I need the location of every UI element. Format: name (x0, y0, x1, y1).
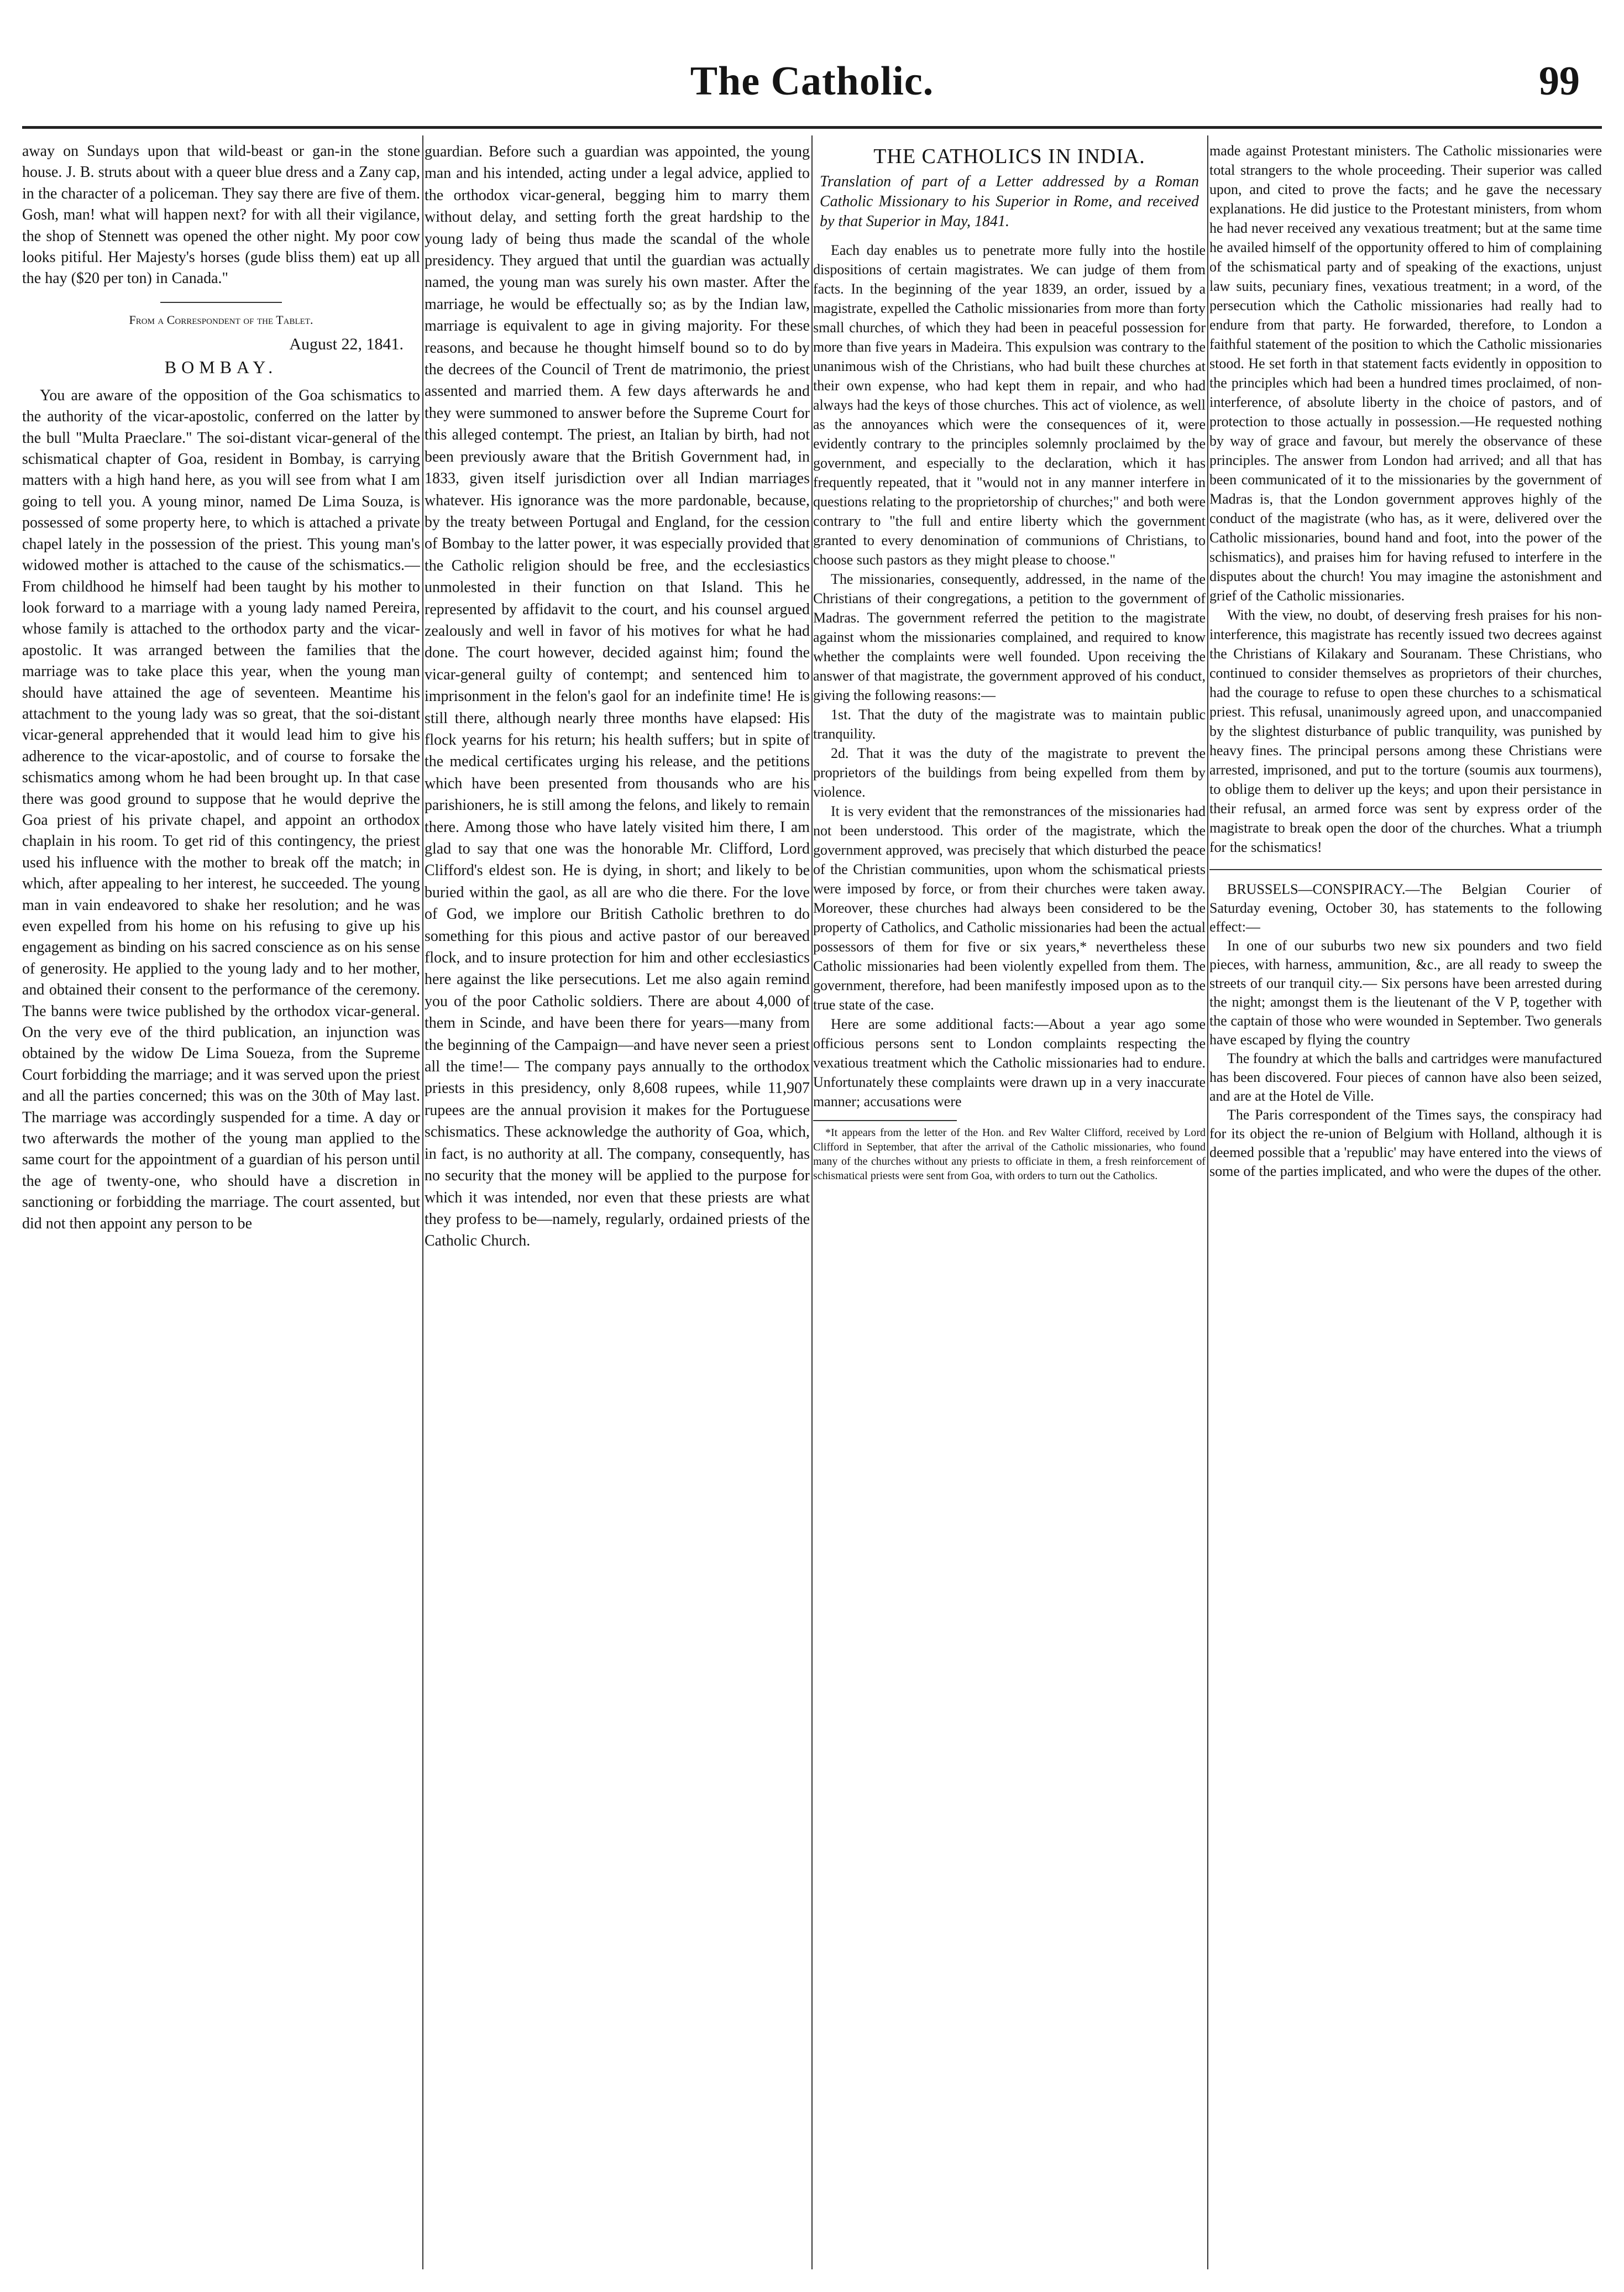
header-rule (22, 126, 1602, 129)
article-intro: Translation of part of a Letter addressed by a Roman Catholic Missionary to his Superior in Rome, and received by that Superior in May, 1841. (820, 173, 1199, 230)
column-3 (813, 141, 1206, 2275)
brussels-article (1209, 880, 1602, 1181)
article-paragraph: BRUSSELS—CONSPIRACY.—The Belgian Courier of Saturday evening, October 30, has statements to the following effect:— (1209, 881, 1602, 935)
page-number: 99 (1539, 59, 1580, 104)
article-paragraph: guardian. Before such a guardian was appointed, the young man and his intended, acting under a legal advice, applied to the orthodox vicar-general, begging him to marry them without delay, and setting forth the great hardship to the young lady of being thus made the scandal of the whole presidency. They argued that until the guardian was actually named, the young man was surely his own master. After the marriage, he would be effectually so; as by the Indian law, marriage is equivalent to age in giving majority. For these reasons, and because he thought himself bound so to do by the decrees of the Council of Trent de matrimonio, the priest assented and married them. A few days afterwards he and they were summoned to answer before the Supreme Court for this alleged contempt. The priest, an Italian by birth, had not been previously aware that the British Government had, in 1833, given itself jurisdiction over all Indian marriages whatever. His ignorance was the more pardonable, because, by the treaty between Portugal and England, for the cession of Bombay to the latter power, it was especially provided that the Catholic religion should be free, and the ecclesiastics unmolested in their function on that Island. This he represented by affidavit to the court, and his counsel argued zealously and well in favor of his motives for what he had done. The court however, decided against him; found the vicar-general guilty of contempt; and sentenced him to imprisonment in the felon's gaol for an indefinite time! He is still there, although nearly three months have elapsed: His flock yearns for his return; his health suffers; but in spite of the medical certificates urging his release, and the petitions which have been presented from thousands who are his parishioners, he is still among the felons, and likely to remain there. Among those who have lately visited him there, I am glad to say that one was the honorable Mr. Clifford, Lord Clifford's eldest son. He is dying, in short; and likely to be buried within the gaol, as all are who die there. For the love of God, we implore our British Catholic brethren to do something for this pious and active pastor of our bereaved flock, and to insure protection for him and other ecclesiastics here against the like persecutions. Let me also again remind you of the poor Catholic soldiers. There are about 4,000 of them in Scinde, and have been there for years—many from the beginning of the Campaign—and have never seen a priest all the time!— The company pays annually to the orthodox priests in this presidency, only 8,608 rupees, while 11,907 rupees are the annual provision it makes for the Portuguese schismatics. These acknowledge the authority of Goa, which, in fact, is no authority at all. The company, consequently, has no security that the money will be applied to the purpose for which it was intended, nor even that these priests are what they profess to be—namely, regularly, ordained priests of the Catholic Church. (425, 143, 810, 1250)
article-paragraph: 2d. That it was the duty of the magistrate to prevent the proprietors of the buildings from being expelled from them by violence. (813, 745, 1206, 800)
column-divider (1207, 135, 1208, 2269)
dateline: August 22, 1841. (289, 334, 404, 353)
column-divider (422, 135, 423, 2269)
footnote-rule (813, 1120, 957, 1121)
section-rule (160, 302, 282, 303)
article-paragraph: The Paris correspondent of the Times says, the conspiracy had for its object the re-union of Belgium with Holland, although it is deemed possible that a 'republic' may have entered into the views of some of the parties implicated, and who were the dupes of the other. (1209, 1107, 1602, 1179)
article-paragraph: Here are some additional facts:—About a year ago some officious persons sent to London complaints respecting the vexatious treatment which the Catholic missionaries had to endure. Unfortunately these complaints were drawn up in a very inaccurate manner; accusations were (813, 1016, 1206, 1110)
article-paragraph: You are aware of the opposition of the Goa schismatics to the authority of the vicar-apostolic, conferred on the latter by the bull "Multa Praeclare." The soi-distant vicar-general of the schismatical chapter of Goa, resident in Bombay, is carrying matters with a high hand here, as you will see from what I am going to tell you. A young minor, named De Lima Souza, is possessed of some property here, to which is attached a private chapel lately in the possession of the priest. This young man's widowed mother is attached to the cause of the schismatics.— From childhood he himself had been taught by his mother to look forward to a marriage with a young lady named Pereira, whose family is attached to the orthodox party and the vicar-apostolic. It was arranged between the families that the marriage was to take place this year, when the young man should have attained the age of seventeen. Meantime his attachment to the young lady was so great, that the soi-distant vicar-general apprehended that it would lead him to give his adherence to the vicar-apostolic, and of course to forsake the schismatics among whom he had been brought up. In that case there was good ground to suppose that he would deprive the Goa priest of his private chapel, and appoint an orthodox chaplain in his room. To get rid of this contingency, the priest used his influence with the mother to break off the match; in which, after appealing to her interest, he succeeded. The young man in vain endeavored to shake her resolution; and he was even expelled from his home on his refusing to give up his engagement as binding on his sacred conscience as on his sense of generosity. He applied to the young lady and to her mother, and obtained their consent to the performance of the ceremony. The banns were twice published by the orthodox vicar-general. On the very eve of the third publication, an injunction was obtained by the widow De Lima Soueza, from the Supreme Court forbidding the marriage; and it was served upon the priest and all the parties concerned; this was on the 30th of May last. The marriage was accordingly suspended for a time. A day or two afterwards the mother of the young man applied to the same court for the appointment of a guardian of his person until the age of twenty-one, who should have a discretion in sanctioning or forbidding the marriage. The court assented, but did not then appoint any person to be (22, 386, 420, 1232)
article-paragraph: It is very evident that the remonstrances of the missionaries had not been understood. This order of the magistrate, which the government approved, was precisely that which disturbed the peace of the Christian communities, upon whom the schismatical priests were imposed by force, or from their churches were taken away. Moreover, these churches had always been considered to be the property of Catholics, and Catholic missionaries had been the actual possessors of them for five or six years,* nevertheless these Catholic missionaries had been violently expelled from them. The government, therefore, had been manifestly imposed upon as to the true state of the case. (813, 803, 1206, 1013)
article-paragraph: made against Protestant ministers. The Catholic missionaries were total strangers to the whole proceeding. Their superior was called upon, and cited to prove the facts; and he gave the necessary explanations. He did justice to the Protestant ministers, from whom he had never received any vexatious treatment; but at the same time he availed himself of the opportunity offered to him of complaining of the schismatical party and of speaking of the exactions, unjust law suits, pecuniary fines, vexatious treatment; in a word, of the persecution which the Catholic missionaries had really had to endure from that party. He forwarded, therefore, to London a faithful statement of the position to which the Catholic missionaries stood. He set forth in that statement facts evidently in opposition to the principles which had been a hundred times proclaimed, of non-interference, of absolute liberty in the choice of pastors, and of protection to those actually in possession.—He requested nothing by way of grace and favour, but merely the observance of these principles. The answer from London had arrived; and all that has been communicated of it to the missionaries by the government of Madras is, that the London government approves highly of the conduct of the magistrate (who has, as it were, delivered over the Catholic missionaries, bound hand and foot, into the power of the schismatics), and praises him for having refused to interfere in the disputes about the church! You may imagine the astonishment and grief of the Catholic missionaries. (1209, 143, 1602, 604)
article-paragraph: With the view, no doubt, of deserving fresh praises for his non-interference, this magistrate has recently issued two decrees against the Christians of Kilakary and Souranam. These Christians, who continued to consider themselves as proprietors of their churches, had the courage to refuse to open these churches to a schismatical priest. This refusal, unanimously agreed upon, and unaccompanied by the slightest disturbance of public tranquility, was punished by heavy fines. The principal persons among these Christians were arrested, imprisoned, and put to the torture (soumis aux tourmens), to oblige them to deliver up the keys; and upon their persistance in their refusal, an armed force was sent by express order of the magistrate to break open the door of the churches. What a triumph for the schismatics! (1209, 607, 1602, 855)
article-paragraph: In one of our suburbs two new six pounders and two field pieces, with harness, ammunition, &c., are all ready to sweep the streets of our tranquil city.— Six persons have been arrested during the night; amongst them is the lieutenant of the V P, together with the captain of those who were wounded in September. Two generals have escaped by flying the country (1209, 938, 1602, 1048)
masthead (22, 53, 1602, 135)
article-paragraph: The foundry at which the balls and cartridges were manufactured has been discovered. Four pieces of cannon have also been seized, and are at the Hotel de Ville. (1209, 1050, 1602, 1104)
article-heading: BOMBAY. (164, 357, 278, 377)
article-paragraph: 1st. That the duty of the magistrate was to maintain public tranquility. (813, 707, 1206, 742)
article-paragraph: away on Sundays upon that wild-beast or gan-in the stone house. J. B. struts about with a queer blue dress and a Zany cap, in the character of a policeman. They say there are five of them. Gosh, man! what will happen next? for with all their vigilance, the shop of Stennett was opened the other night. My poor cow looks pitiful. Her Majesty's horses (gude bliss them) eat up all the hay ($20 per ton) in Canada." (22, 143, 420, 287)
page-title: The Catholic. (690, 59, 934, 104)
column-divider (811, 135, 813, 2269)
footnote: *It appears from the letter of the Hon. and Rev Walter Clifford, received by Lord Clifford in September, that after the arrival of the Catholic missionaries, who found many of the churches without any priests to officiate in them, a fresh reinforcement of schismatical priests were sent from Goa, with orders to turn out the Catholics. (813, 1127, 1206, 1182)
column-4 (1209, 141, 1602, 2275)
article-paragraph: The missionaries, consequently, addressed, in the name of the Christians of their congregations, a petition to the government of Madras. The government referred the petition to the magistrate against whom the missionaries complained, and required to know whether the complaints were well founded. Upon receiving the answer of that magistrate, the government approved of his conduct, giving the following reasons:— (813, 571, 1206, 703)
column-1 (22, 141, 420, 2275)
column-2 (425, 141, 810, 2275)
correspondent-line: From a Correspondent of the Tablet. (129, 312, 313, 327)
section-rule (1209, 869, 1602, 870)
article-paragraph: Each day enables us to penetrate more fully into the hostile dispositions of certain magistrates. We can judge of them from facts. In the beginning of the year 1839, an order, issued by a magistrate, expelled the Catholic missionaries from more than forty small churches, of which they had been in peaceful possession for more than five years in Madeira. This expulsion was contrary to the unanimous wish of the Christians, who had built these churches at their own expense, who had kept them in repair, and who had always had the keys of those churches. This act of violence, as well as the annoyances which were the consequences of it, were evidently contrary to the principles solemnly proclaimed by the government, and especially to the declaration, which it has frequently repeated, that it "would not in any manner interfere in questions relating to the proprietorship of churches;" and both were contrary to "the full and entire liberty which the government granted to every denomination of communions of Christians, to choose such pastors as they might please to choose." (813, 242, 1206, 568)
article-heading: THE CATHOLICS IN INDIA. (873, 145, 1145, 168)
